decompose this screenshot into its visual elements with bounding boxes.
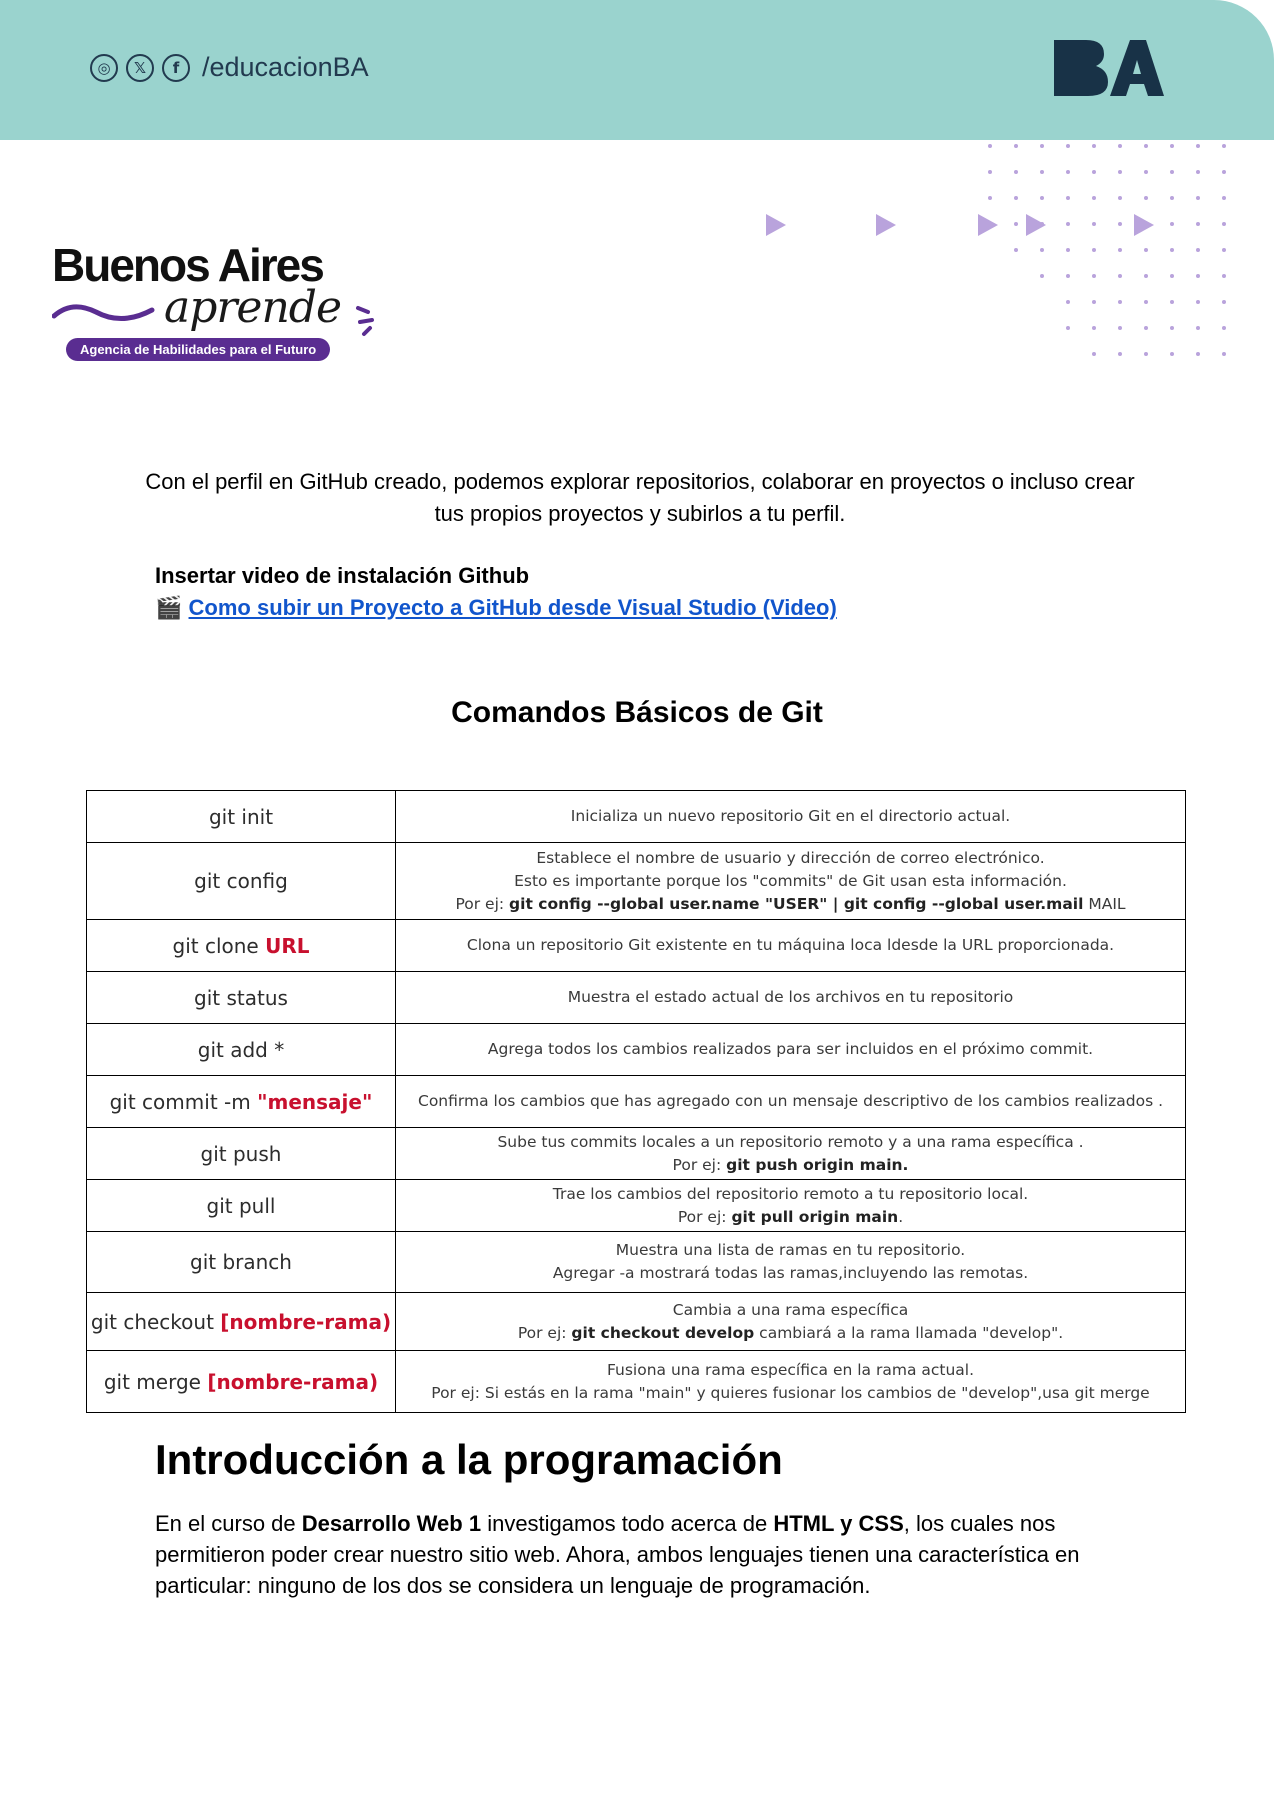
- description-cell: Trae los cambios del repositorio remoto a tu repositorio local. Por ej: git pull origin main.: [396, 1180, 1186, 1232]
- description-cell: Clona un repositorio Git existente en tu máquina loca ldesde la URL proporcionada.: [396, 920, 1186, 972]
- command-cell: git push: [87, 1128, 396, 1180]
- intro-programming-paragraph: En el curso de Desarrollo Web 1 investigamos todo acerca de HTML y CSS, los cuales nos permitieron poder crear nuestro sitio web. Ahora, ambos lenguajes tienen una característica en particular: ninguno de los dos se considera un lenguaje de programación.: [155, 1511, 1080, 1598]
- command-cell: git branch: [87, 1232, 396, 1293]
- dot-pattern: [980, 140, 1270, 380]
- page-header: [0, 0, 1274, 140]
- table-row: [87, 1180, 1186, 1232]
- instagram-icon[interactable]: ◎: [90, 54, 118, 82]
- logo-line2: aprende: [164, 282, 342, 333]
- description-cell: Sube tus commits locales a un repositorio remoto y a una rama específica . Por ej: git push origin main.: [396, 1128, 1186, 1180]
- command-cell: git add *: [87, 1024, 396, 1076]
- description-cell: Muestra el estado actual de los archivos en tu repositorio: [396, 972, 1186, 1024]
- git-commands-table: [86, 790, 1186, 1413]
- video-link-row: [155, 592, 837, 624]
- command-cell: git clone URL: [87, 920, 396, 972]
- intro-text: Con el perfil en GitHub creado, podemos explorar repositorios, colaborar en proyectos o incluso crear tus propios proyectos y subirlos a tu perfil.: [145, 469, 1135, 526]
- table-row: [87, 1232, 1186, 1293]
- logo-sparkle: [352, 300, 392, 340]
- command-cell: git merge [nombre-rama): [87, 1351, 396, 1413]
- command-cell: git status: [87, 972, 396, 1024]
- description-cell: Cambia a una rama específica Por ej: git checkout develop cambiará a la rama llamada "develop".: [396, 1293, 1186, 1351]
- logo-line1: Buenos Aires: [52, 239, 323, 291]
- command-cell: git init: [87, 791, 396, 843]
- logo-swoosh: [52, 298, 162, 328]
- x-icon[interactable]: 𝕏: [126, 54, 154, 82]
- table-row: [87, 920, 1186, 972]
- description-cell: Fusiona una rama específica en la rama actual. Por ej: Si estás en la rama "main" y quieres fusionar los cambios de "develop",usa git merge: [396, 1351, 1186, 1413]
- table-row: [87, 1351, 1186, 1413]
- logo-badge: Agencia de Habilidades para el Futuro: [66, 338, 330, 361]
- command-cell: git commit -m "mensaje": [87, 1076, 396, 1128]
- buenos-aires-aprende-logo: [52, 238, 392, 368]
- table-row: [87, 1024, 1186, 1076]
- description-cell: Confirma los cambios que has agregado con un mensaje descriptivo de los cambios realizados .: [396, 1076, 1186, 1128]
- table-row: [87, 1128, 1186, 1180]
- description-cell: Establece el nombre de usuario y dirección de correo electrónico. Esto es importante porque los "commits" de Git usan esta información. Por ej: git config --global user.name "USER" | git config --global user.mail MAIL: [396, 843, 1186, 920]
- table-row: [87, 843, 1186, 920]
- description-cell: Inicializa un nuevo repositorio Git en el directorio actual.: [396, 791, 1186, 843]
- description-cell: Agrega todos los cambios realizados para ser incluidos en el próximo commit.: [396, 1024, 1186, 1076]
- table-row: [87, 1076, 1186, 1128]
- ba-logo: [1052, 36, 1164, 103]
- table-row: [87, 791, 1186, 843]
- section-title: Introducción a la programación: [155, 1436, 783, 1483]
- table-row: [87, 972, 1186, 1024]
- insert-video-label: Insertar video de instalación Github: [155, 563, 530, 588]
- table-row: [87, 1293, 1186, 1351]
- command-cell: git config: [87, 843, 396, 920]
- facebook-icon[interactable]: f: [162, 54, 190, 82]
- command-cell: git pull: [87, 1180, 396, 1232]
- video-link[interactable]: Como subir un Proyecto a GitHub desde Visual Studio (Video): [188, 595, 837, 620]
- clapperboard-icon: 🎬: [155, 595, 183, 620]
- command-cell: git checkout [nombre-rama): [87, 1293, 396, 1351]
- social-handle[interactable]: /educacionBA: [202, 52, 369, 82]
- description-cell: Muestra una lista de ramas en tu repositorio. Agregar -a mostrará todas las ramas,incluyendo las remotas.: [396, 1232, 1186, 1293]
- commands-title: Comandos Básicos de Git: [451, 696, 823, 729]
- play-arrows-decoration: [760, 210, 1160, 240]
- social-links: [90, 52, 369, 83]
